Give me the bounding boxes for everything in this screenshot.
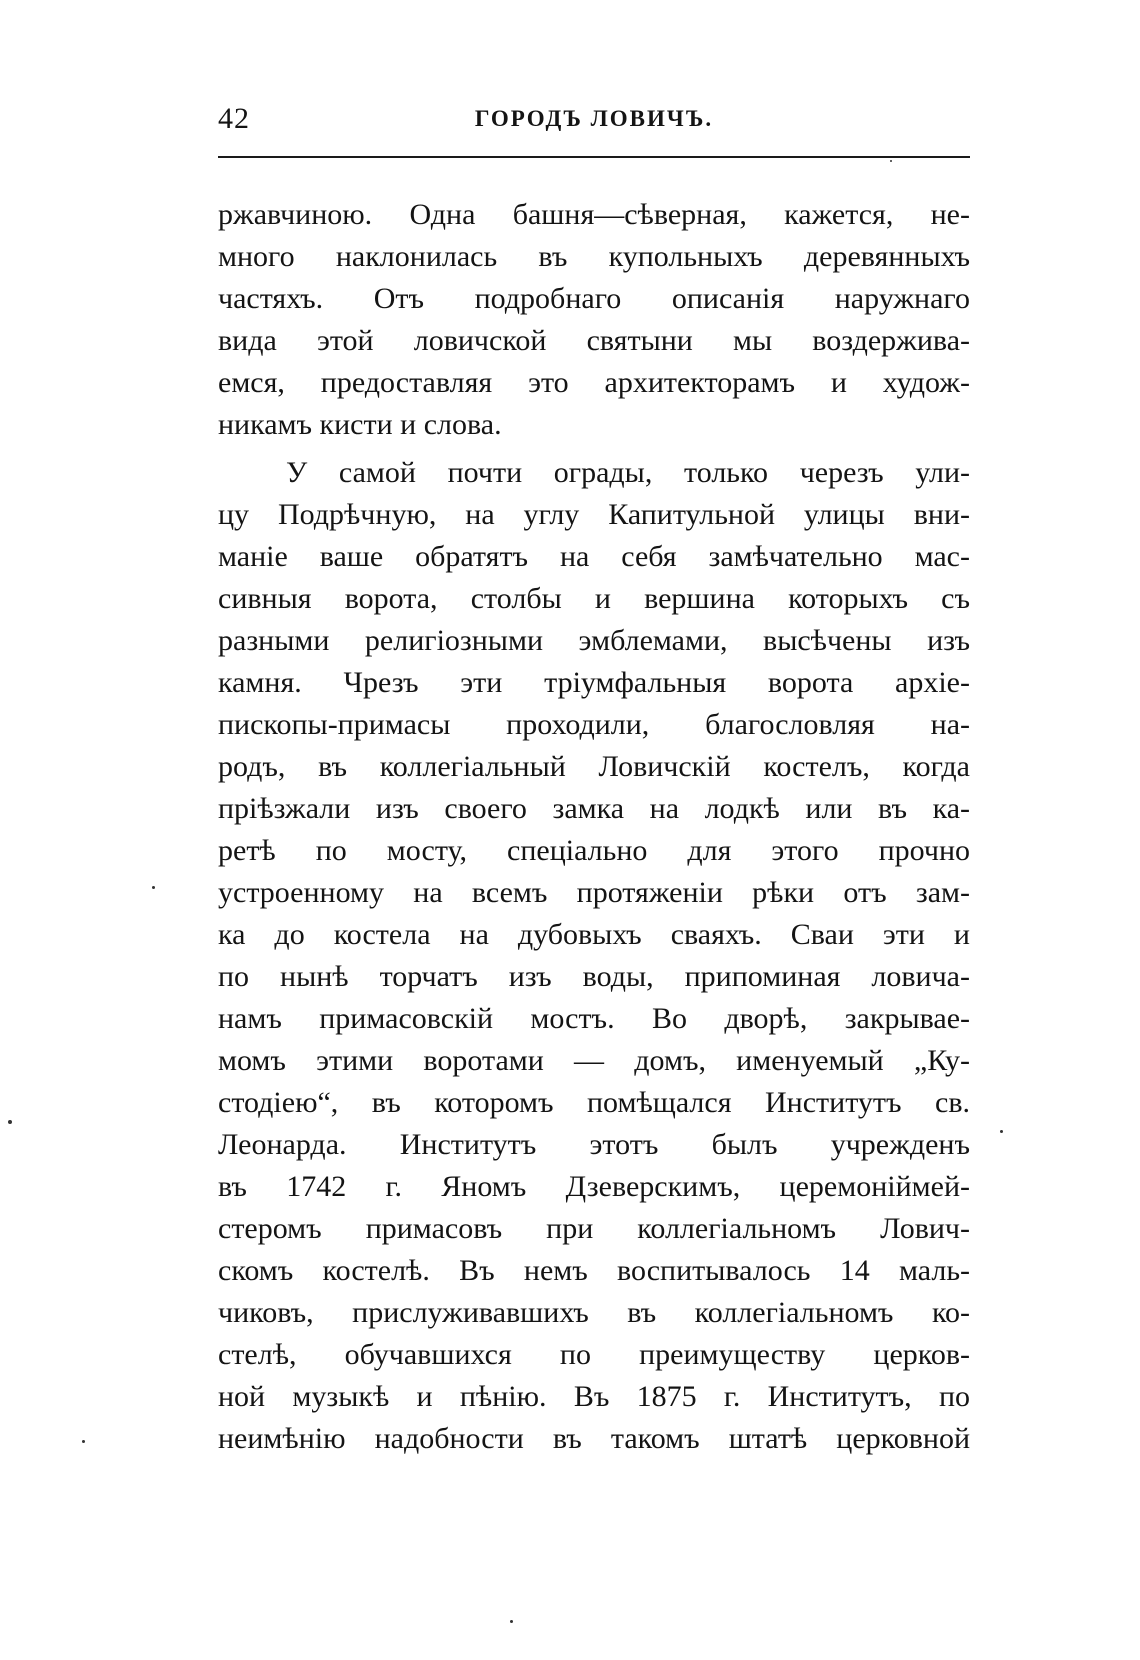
text-line: камня. Чрезъ эти тріумфальныя ворота архіе- — [218, 666, 970, 699]
text-line: неимѣнію надобности въ такомъ штатѣ церковной — [218, 1422, 970, 1455]
paragraph-1 — [218, 194, 970, 446]
text-line: устроенному на всемъ протяженіи рѣки отъ зам- — [218, 876, 970, 909]
text-line: пріѣзжали изъ своего замка на лодкѣ или въ ка- — [218, 792, 970, 825]
text-line: чиковъ, прислуживавшихъ въ коллегіальномъ ко- — [218, 1296, 970, 1329]
text-line: пископы-примасы проходили, благословляя на- — [218, 708, 970, 741]
text-line: ретѣ по мосту, спеціально для этого прочно — [218, 834, 970, 867]
text-line: намъ примасовскій мостъ. Во дворѣ, закрывае- — [218, 1002, 970, 1035]
text-line: стеромъ примасовъ при коллегіальномъ Лович- — [218, 1212, 970, 1245]
text-line: вида этой ловичской святыни мы воздержива- — [218, 324, 970, 357]
text-line: сивныя ворота, столбы и вершина которыхъ съ — [218, 582, 970, 615]
text-line: Леонарда. Институтъ этотъ былъ учрежденъ — [218, 1128, 970, 1161]
scan-speck — [1000, 1130, 1003, 1133]
running-title: ГОРОДЪ ЛОВИЧЪ. — [474, 106, 714, 131]
text-line: ной музыкѣ и пѣнію. Въ 1875 г. Институтъ, по — [218, 1380, 970, 1413]
text-line: скомъ костелѣ. Въ немъ воспитывалось 14 маль- — [218, 1254, 970, 1287]
text-line: родъ, въ коллегіальный Ловичскій костелъ, когда — [218, 750, 970, 783]
text-line: емся, предоставляя это архитекторамъ и худож- — [218, 366, 970, 399]
scan-speck — [82, 1440, 85, 1443]
text-line: никамъ кисти и слова. — [218, 408, 502, 441]
text-line: момъ этими воротами — домъ, именуемый „Ку- — [218, 1044, 970, 1077]
text-line: по нынѣ торчатъ изъ воды, припоминая ловича- — [218, 960, 970, 993]
text-line: У самой почти ограды, только черезъ ули- — [286, 456, 970, 489]
text-line: разными религіозными эмблемами, высѣчены изъ — [218, 624, 970, 657]
scan-speck — [8, 1120, 12, 1124]
page-number: 42 — [218, 102, 250, 135]
text-line: частяхъ. Отъ подробнаго описанія наружнаго — [218, 282, 970, 315]
text-line: въ 1742 г. Яномъ Дзеверскимъ, церемоніймей- — [218, 1170, 970, 1203]
header-rule — [218, 156, 970, 158]
scan-speck — [890, 160, 892, 162]
text-line: много наклонилась въ купольныхъ деревянныхъ — [218, 240, 970, 273]
text-line: ржавчиною. Одна башня—сѣверная, кажется, не- — [218, 198, 970, 231]
text-line: маніе ваше обратятъ на себя замѣчательно мас- — [218, 540, 970, 573]
text-line: стодіею“, въ которомъ помѣщался Институтъ св. — [218, 1086, 970, 1119]
scan-speck — [152, 886, 155, 889]
text-line: стелѣ, обучавшихся по преимуществу церков- — [218, 1338, 970, 1371]
running-head — [218, 102, 970, 142]
body-text — [218, 194, 970, 1460]
text-line: ка до костела на дубовыхъ сваяхъ. Сваи эти и — [218, 918, 970, 951]
scan-speck — [510, 1620, 513, 1623]
paragraph-2 — [218, 452, 970, 1460]
text-line: цу Подрѣчную, на углу Капитульной улицы вни- — [218, 498, 970, 531]
